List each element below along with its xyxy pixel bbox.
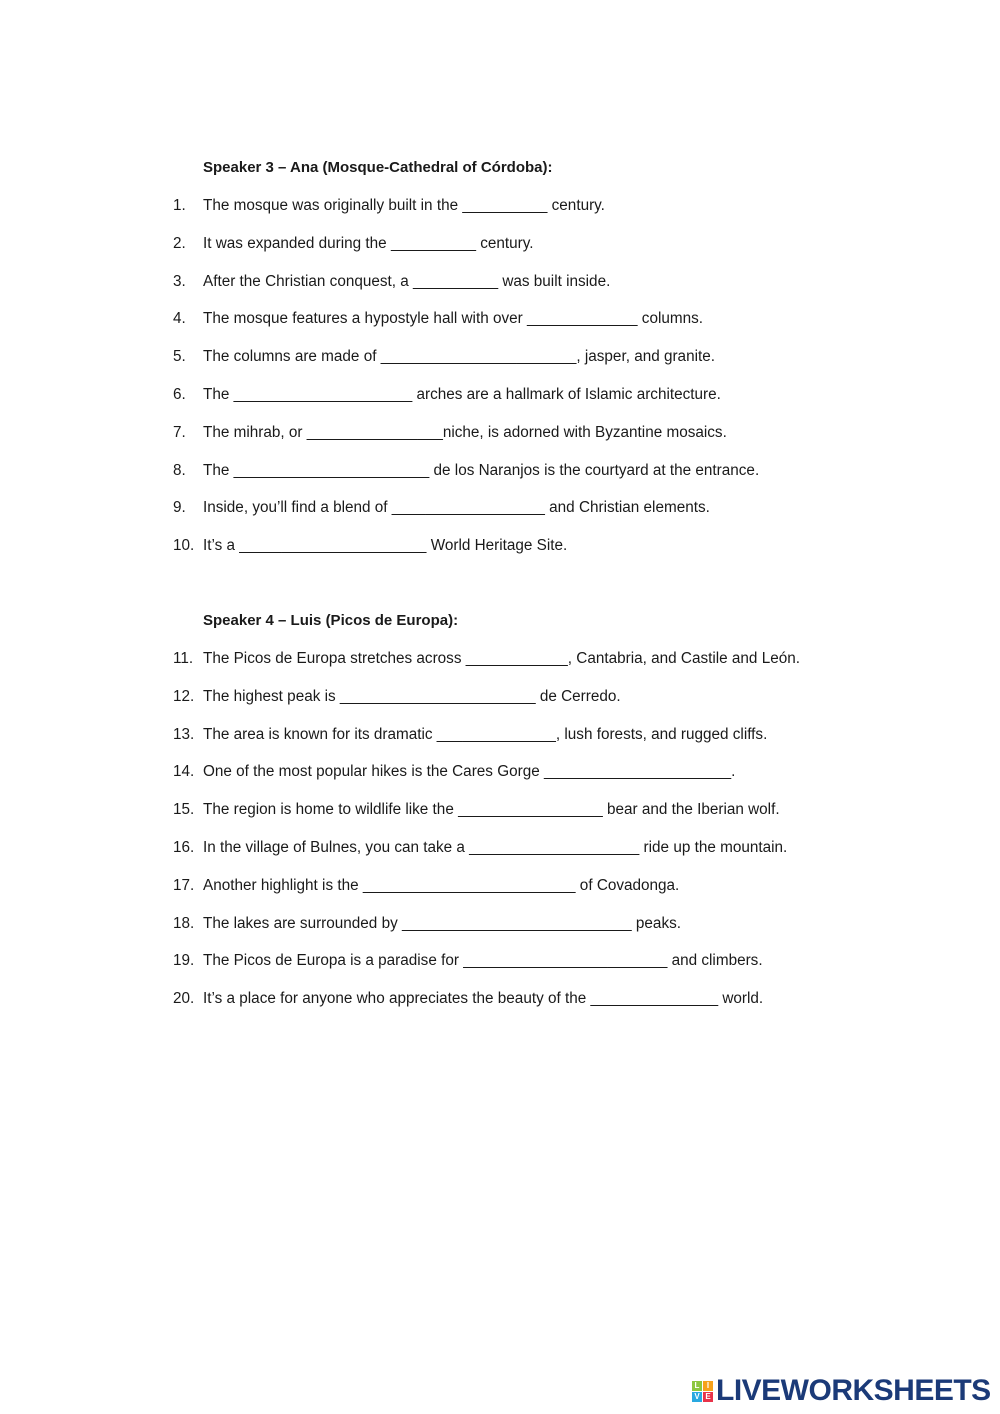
question-item bbox=[173, 762, 893, 800]
question-item bbox=[173, 649, 893, 687]
question-list bbox=[173, 649, 893, 1027]
question-text: The mosque features a hypostyle hall with over _____________ columns. bbox=[203, 310, 704, 328]
question-number: 10. bbox=[173, 537, 195, 555]
question-item bbox=[173, 272, 893, 310]
question-number: 6. bbox=[173, 385, 186, 403]
question-item bbox=[173, 196, 893, 234]
question-text: Another highlight is the _________________________ of Covadonga. bbox=[203, 876, 680, 894]
question-item bbox=[173, 876, 893, 914]
question-item bbox=[173, 385, 893, 423]
question-number: 7. bbox=[173, 423, 186, 441]
question-number: 13. bbox=[173, 725, 195, 743]
question-text: The mosque was originally built in the __________ century. bbox=[203, 197, 605, 214]
question-number: 15. bbox=[173, 801, 195, 819]
section-speaker-3 bbox=[173, 158, 893, 574]
question-item bbox=[173, 800, 893, 838]
question-text: The Picos de Europa stretches across ____________, Cantabria, and Castile and León. bbox=[203, 650, 800, 667]
question-item bbox=[173, 951, 893, 989]
question-number: 11. bbox=[173, 650, 194, 667]
question-number: 5. bbox=[173, 348, 186, 366]
question-item bbox=[173, 989, 893, 1027]
question-number: 1. bbox=[173, 197, 186, 214]
question-item bbox=[173, 234, 893, 272]
question-item bbox=[173, 725, 893, 763]
question-number: 9. bbox=[173, 499, 186, 517]
question-text: One of the most popular hikes is the Cares Gorge ______________________. bbox=[203, 763, 736, 781]
question-text: The region is home to wildlife like the _________________ bear and the Iberian wolf. bbox=[203, 801, 780, 819]
logo-tiles-icon bbox=[692, 1381, 713, 1402]
question-item bbox=[173, 347, 893, 385]
logo-text: LIVEWORKSHEETS bbox=[716, 1374, 991, 1407]
question-number: 20. bbox=[173, 990, 195, 1008]
question-number: 2. bbox=[173, 234, 186, 252]
question-text: Inside, you’ll find a blend of __________________ and Christian elements. bbox=[203, 499, 710, 517]
question-number: 18. bbox=[173, 914, 195, 932]
logo-tile: I bbox=[703, 1381, 713, 1391]
question-item bbox=[173, 309, 893, 347]
logo-tile: V bbox=[692, 1392, 702, 1402]
question-text: The lakes are surrounded by ___________________________ peaks. bbox=[203, 914, 681, 932]
question-text: The mihrab, or ________________niche, is adorned with Byzantine mosaics. bbox=[203, 423, 727, 441]
question-number: 19. bbox=[173, 952, 195, 970]
question-number: 14. bbox=[173, 763, 195, 781]
question-text: The columns are made of _______________________, jasper, and granite. bbox=[203, 348, 715, 366]
question-text: The _____________________ arches are a hallmark of Islamic architecture. bbox=[203, 385, 721, 403]
section-heading: Speaker 4 – Luis (Picos de Europa): bbox=[203, 612, 459, 629]
question-text: It’s a place for anyone who appreciates the beauty of the _______________ world. bbox=[203, 990, 764, 1008]
question-text: The highest peak is _______________________ de Cerredo. bbox=[203, 687, 621, 705]
question-list bbox=[173, 196, 893, 574]
question-text: After the Christian conquest, a __________ was built inside. bbox=[203, 272, 611, 290]
question-item bbox=[173, 536, 893, 574]
question-number: 16. bbox=[173, 838, 195, 856]
question-text: It was expanded during the __________ century. bbox=[203, 234, 534, 252]
question-number: 12. bbox=[173, 687, 195, 705]
question-item bbox=[173, 461, 893, 499]
question-text: The Picos de Europa is a paradise for ________________________ and climbers. bbox=[203, 952, 763, 970]
question-item bbox=[173, 687, 893, 725]
question-item bbox=[173, 914, 893, 952]
question-item bbox=[173, 498, 893, 536]
question-number: 17. bbox=[173, 876, 195, 894]
liveworksheets-logo bbox=[692, 1376, 991, 1406]
question-text: The area is known for its dramatic ______________, lush forests, and rugged cliffs. bbox=[203, 725, 768, 743]
question-number: 8. bbox=[173, 461, 186, 479]
logo-tile: L bbox=[692, 1381, 702, 1391]
question-number: 4. bbox=[173, 310, 186, 328]
section-speaker-4 bbox=[173, 611, 893, 1027]
section-heading: Speaker 3 – Ana (Mosque-Cathedral of Córdoba): bbox=[203, 159, 553, 176]
question-text: The _______________________ de los Naranjos is the courtyard at the entrance. bbox=[203, 461, 760, 479]
question-item bbox=[173, 423, 893, 461]
question-number: 3. bbox=[173, 272, 186, 290]
question-item bbox=[173, 838, 893, 876]
question-text: It’s a ______________________ World Heritage Site. bbox=[203, 537, 568, 555]
question-text: In the village of Bulnes, you can take a ____________________ ride up the mountain. bbox=[203, 838, 788, 856]
logo-tile: E bbox=[703, 1392, 713, 1402]
